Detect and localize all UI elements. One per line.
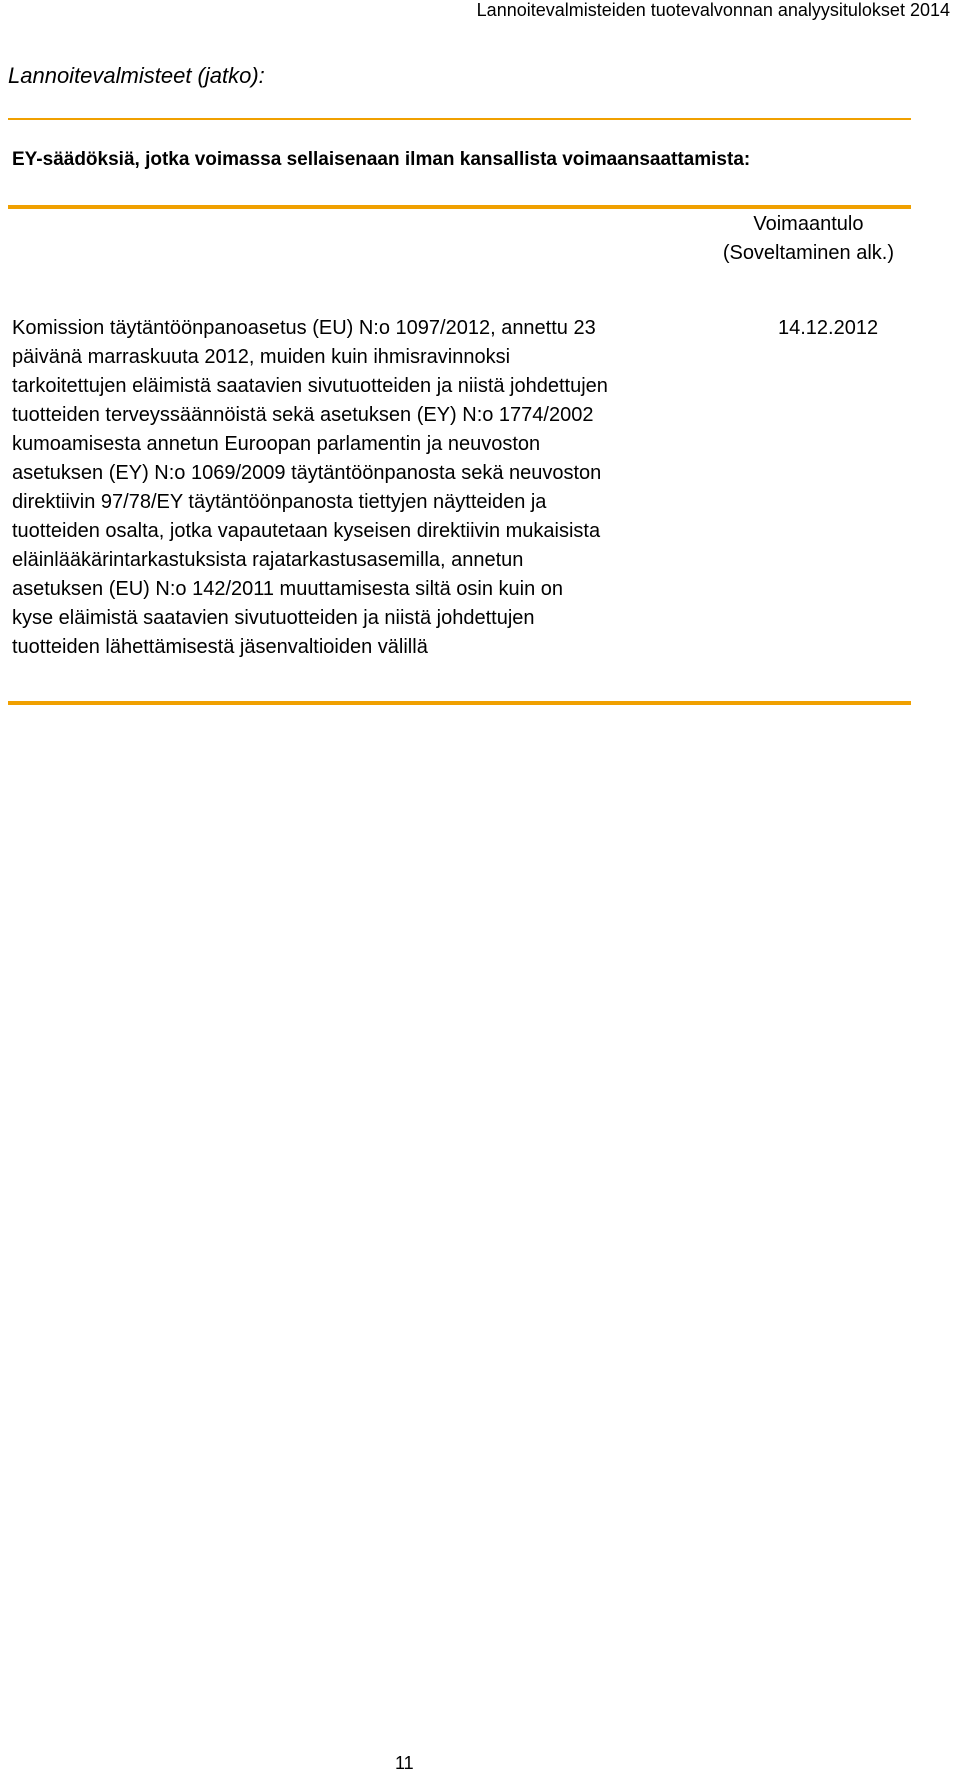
column-header-line: Voimaantulo	[753, 213, 864, 235]
regulation-entry-date: 14.12.2012	[778, 317, 879, 339]
entry-line: tuotteiden lähettämisestä jäsenvaltioiden välillä	[12, 636, 428, 658]
entry-line: eläinlääkärintarkastuksista rajatarkastusasemilla, annetun	[12, 549, 524, 571]
entry-line: tarkoitettujen eläimistä saatavien sivutuotteiden ja niistä johdettujen	[12, 375, 608, 397]
entry-line: Komission täytäntöönpanoasetus (EU) N:o 1097/2012, annettu 23	[12, 317, 596, 339]
regulation-entry-text	[12, 314, 712, 662]
column-header-effective-date	[723, 210, 894, 268]
entry-line: päivänä marraskuuta 2012, muiden kuin ihmisravinnoksi	[12, 346, 511, 368]
entry-line: direktiivin 97/78/EY täytäntöönpanosta tiettyjen näytteiden ja	[12, 491, 547, 513]
column-header-line: (Soveltaminen alk.)	[722, 242, 894, 264]
divider-top	[8, 118, 911, 120]
divider-table-top	[8, 205, 911, 209]
entry-line: asetuksen (EY) N:o 1069/2009 täytäntöönpanosta sekä neuvoston	[12, 462, 602, 484]
entry-line: tuotteiden terveyssäännöistä sekä asetuksen (EY) N:o 1774/2002	[12, 404, 594, 426]
entry-line: tuotteiden osalta, jotka vapautetaan kyseisen direktiivin mukaisista	[12, 520, 601, 542]
subsection-heading: EY-säädöksiä, jotka voimassa sellaisenaan ilman kansallista voimaansaattamista:	[12, 149, 751, 170]
section-title: Lannoitevalmisteet (jatko):	[8, 63, 265, 88]
entry-line: asetuksen (EU) N:o 142/2011 muuttamisesta siltä osin kuin on	[12, 578, 564, 600]
entry-line: kumoamisesta annetun Euroopan parlamentin ja neuvoston	[12, 433, 541, 455]
entry-line: kyse eläimistä saatavien sivutuotteiden ja niistä johdettujen	[12, 607, 535, 629]
page-number: 11	[395, 1753, 414, 1773]
divider-table-bottom	[8, 701, 911, 705]
running-header: Lannoitevalmisteiden tuotevalvonnan analyysitulokset 2014	[476, 0, 950, 20]
